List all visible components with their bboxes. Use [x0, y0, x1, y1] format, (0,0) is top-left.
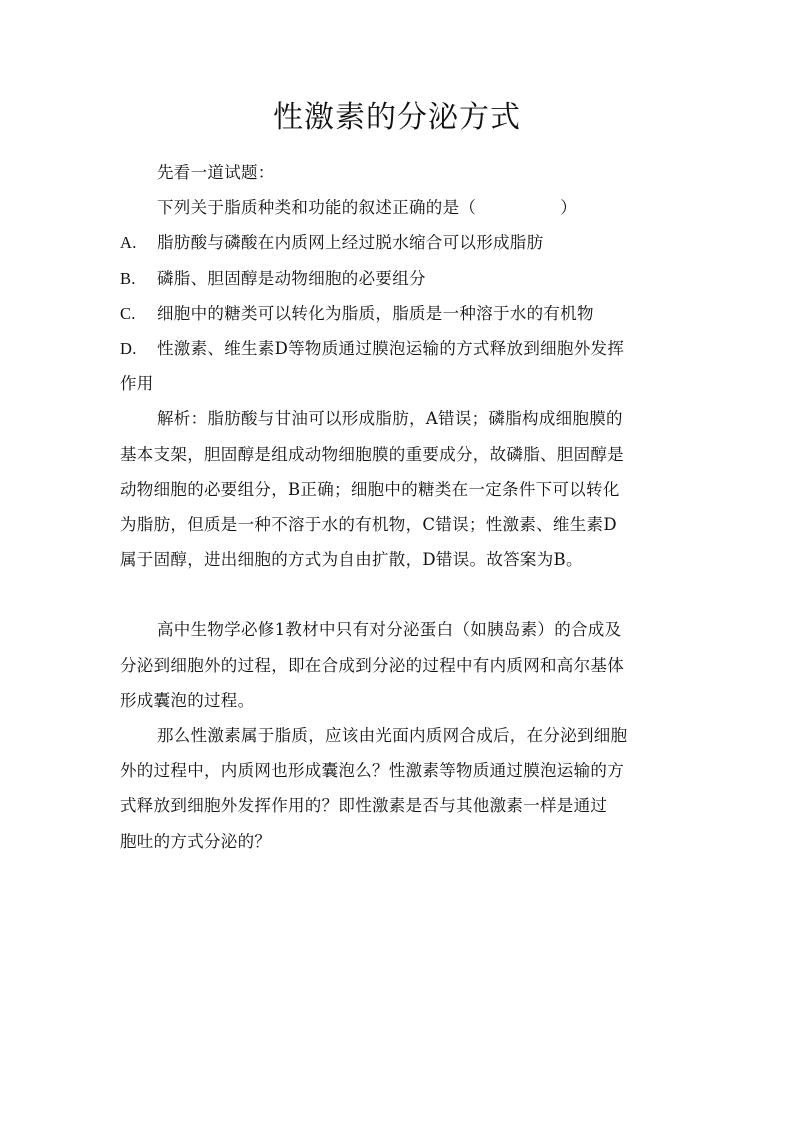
paragraph-2-line: 那么性激素属于脂质，应该由光面内质网合成后，在分泌到细胞: [157, 726, 628, 746]
document-body: [120, 155, 680, 859]
analysis-line: 属于固醇，进出细胞的方式为自由扩散，D错误。故答案为B。: [120, 550, 583, 570]
paragraph-2: [120, 718, 680, 859]
analysis-line: 解析：脂肪酸与甘油可以形成脂肪，A错误；磷脂构成细胞膜的: [157, 409, 623, 429]
paragraph-2-line: 式释放到细胞外发挥作用的？即性激素是否与其他激素一样是通过: [120, 796, 608, 816]
paragraph-1-line: 高中生物学必修1教材中只有对分泌蛋白（如胰岛素）的合成及: [157, 620, 622, 640]
analysis-line: 基本支架，胆固醇是组成动物细胞膜的重要成分，故磷脂、胆固醇是: [120, 444, 624, 464]
option-b-text: 磷脂、胆固醇是动物细胞的必要组分: [157, 268, 426, 288]
option-c-text: 细胞中的糖类可以转化为脂质，脂质是一种溶于水的有机物: [157, 303, 594, 323]
paragraph-1: [120, 612, 680, 718]
option-a-letter: A.: [120, 233, 137, 253]
option-d-text-line2: 作用: [120, 374, 154, 394]
paragraph-1-line: 分泌到细胞外的过程，即在合成到分泌的过程中有内质网和高尔基体: [120, 655, 624, 675]
option-c: [120, 296, 680, 331]
option-d-letter: D.: [120, 339, 137, 359]
question-text: 下列关于脂质种类和功能的叙述正确的是（ ）: [157, 198, 577, 218]
option-b-letter: B.: [120, 268, 136, 288]
paragraph-spacer: [120, 577, 680, 612]
intro-text: 先看一道试题：: [157, 163, 275, 182]
option-d-text-line1: 性激素、维生素D等物质通过膜泡运输的方式释放到细胞外发挥: [157, 339, 625, 359]
option-b: [120, 261, 680, 296]
analysis-block: [120, 401, 680, 577]
paragraph-1-line: 形成囊泡的过程。: [120, 690, 255, 710]
option-a-text: 脂肪酸与磷酸在内质网上经过脱水缩合可以形成脂肪: [157, 233, 544, 253]
paragraph-2-line: 外的过程中，内质网也形成囊泡么？性激素等物质通过膜泡运输的方: [120, 761, 624, 781]
analysis-line: 动物细胞的必要组分，B正确；细胞中的糖类在一定条件下可以转化: [120, 479, 620, 499]
option-d: [120, 331, 680, 366]
analysis-line: 为脂肪，但质是一种不溶于水的有机物，C错误；性激素、维生素D: [120, 515, 617, 535]
paragraph-2-line: 胞吐的方式分泌的？: [120, 831, 272, 851]
page-title: 性激素的分泌方式: [273, 100, 521, 135]
option-a: [120, 225, 680, 260]
option-c-letter: C.: [120, 303, 136, 323]
